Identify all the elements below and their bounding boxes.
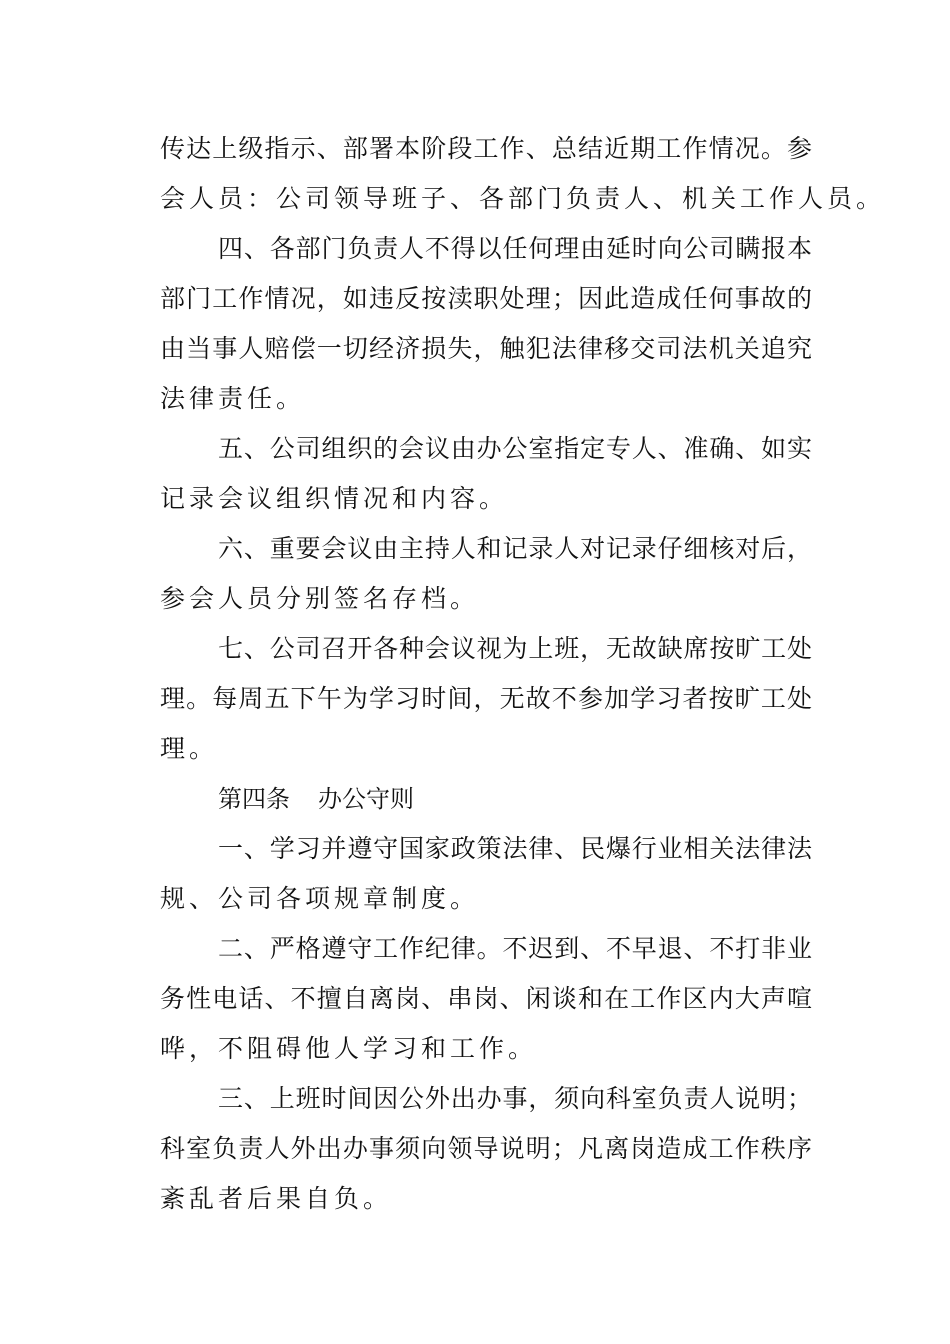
paragraph-item-7 [160, 624, 812, 774]
paragraph-meeting-content [160, 124, 886, 224]
paragraph-item-5 [160, 424, 812, 524]
text-line: 由当事人赔偿一切经济损失，触犯法律移交司法机关追究 [160, 334, 812, 363]
paragraph-item-4 [160, 224, 812, 424]
text-line: 七、公司召开各种会议视为上班，无故缺席按旷工处 [218, 634, 812, 663]
document-body [160, 124, 886, 1224]
text-line: 部门工作情况，如违反按渎职处理；因此造成任何事故的 [160, 284, 812, 313]
text-line: 一、学习并遵守国家政策法律、民爆行业相关法律法 [218, 834, 812, 863]
text-line: 理。每周五下午为学习时间，无故不参加学习者按旷工处 [160, 684, 812, 713]
text-line: 哗，不阻碍他人学习和工作。 [160, 1034, 538, 1063]
text-line: 六、重要会议由主持人和记录人对记录仔细核对后， [218, 534, 812, 563]
text-line: 会人员：公司领导班子、各部门负责人、机关工作人员。 [160, 184, 886, 213]
article-number: 第四条 [218, 785, 290, 813]
text-line: 二、严格遵守工作纪律。不迟到、不早退、不打非业 [218, 934, 812, 963]
article-title: 办公守则 [318, 785, 414, 813]
text-line: 传达上级指示、部署本阶段工作、总结近期工作情况。参 [160, 134, 812, 163]
text-line: 务性电话、不擅自离岗、串岗、闲谈和在工作区内大声喧 [160, 984, 812, 1013]
paragraph-item-6 [160, 524, 812, 624]
text-line: 记录会议组织情况和内容。 [160, 484, 509, 513]
paragraph-rule-1 [160, 824, 812, 924]
text-line: 参会人员分别签名存档。 [160, 584, 480, 613]
text-line: 科室负责人外出办事须向领导说明；凡离岗造成工作秩序 [160, 1134, 812, 1163]
text-line: 四、各部门负责人不得以任何理由延时向公司瞒报本 [218, 234, 812, 263]
text-line: 理。 [160, 734, 219, 763]
text-line: 三、上班时间因公外出办事，须向科室负责人说明； [218, 1084, 812, 1113]
text-line: 规、公司各项规章制度。 [160, 884, 480, 913]
text-line: 法律责任。 [160, 384, 306, 413]
paragraph-rule-2 [160, 924, 812, 1074]
article-heading [160, 774, 812, 824]
paragraph-rule-3 [160, 1074, 812, 1224]
text-line: 紊乱者后果自负。 [160, 1184, 393, 1213]
text-line: 五、公司组织的会议由办公室指定专人、准确、如实 [218, 434, 812, 463]
